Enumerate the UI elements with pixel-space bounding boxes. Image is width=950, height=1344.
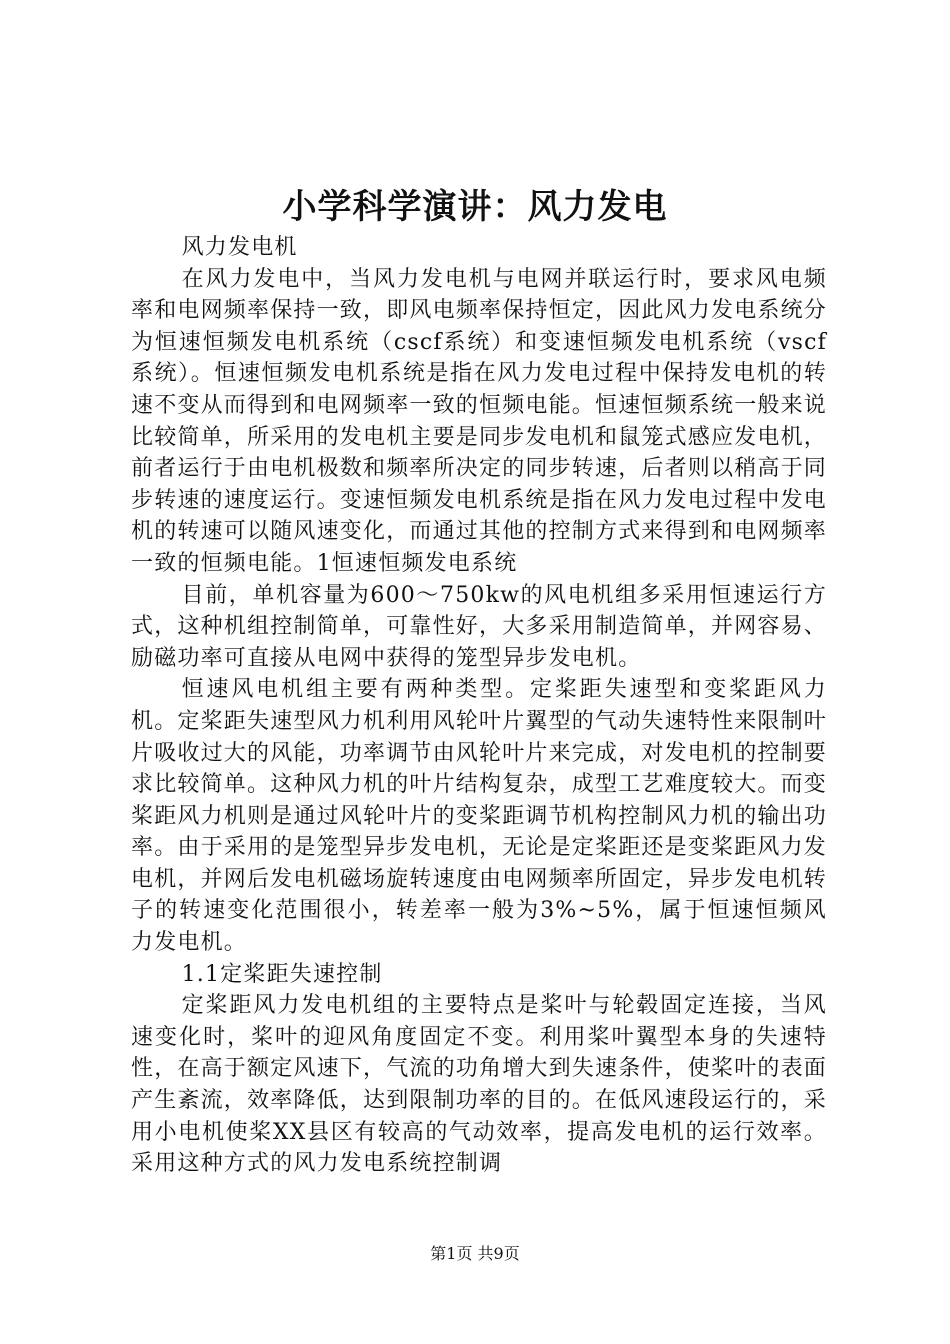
page-footer: 第1页 共9页	[430, 1244, 520, 1263]
section-heading: 1.1定桨距失速控制	[181, 961, 383, 987]
page-title: 小学科学演讲：风力发电	[282, 187, 668, 227]
paragraph-heading: 风力发电机	[181, 235, 298, 260]
paragraph: 在风力发电中，当风力发电机与电网并联运行时，要求风电频率和电网频率保持一致，即风电频率保持恒定，因此风力发电系统分为恒速恒频发电机系统（cscf系统）和变速恒频发电机系统（vscf系统）。恒速恒频发电机系统是指在风力发电过程中保持发电机的转速不变从而得到和电网频率一致的恒频电能。恒速恒频系统一般来说比较简单，所采用的发电机主要是同步发电机和鼠笼式感应发电机，前者运行于由电机极数和频率所决定的同步转速，后者则以稍高于同步转速的速度运行。变速恒频发电机系统是指在风力发电过程中发电机的转速可以随风速变化，而通过其他的控制方式来得到和电网频率一致的恒频电能。1恒速恒频发电系统	[131, 266, 828, 576]
paragraph: 目前，单机容量为600～750kw的风电机组多采用恒速运行方式，这种机组控制简单，可靠性好，大多采用制造简单，并网容易、励磁功率可直接从电网中获得的笼型异步发电机。	[131, 582, 828, 671]
paragraph: 定桨距风力发电机组的主要特点是桨叶与轮毂固定连接，当风速变化时，桨叶的迎风角度固定不变。利用桨叶翼型本身的失速特性，在高于额定风速下，气流的功角增大到失速条件，使桨叶的表面产生紊流，效率降低，达到限制功率的目的。在低风速段运行的，采用小电机使桨XX县区有较高的气动效率，提高发电机的运行效率。采用这种方式的风力发电系统控制调	[131, 993, 828, 1177]
document-body	[131, 232, 827, 1180]
paragraph: 恒速风电机组主要有两种类型。定桨距失速型和变桨距风力机。定桨距失速型风力机利用风轮叶片翼型的气动失速特性来限制叶片吸收过大的风能，功率调节由风轮叶片来完成，对发电机的控制要求比较简单。这种风力机的叶片结构复杂，成型工艺难度较大。而变桨距风力机则是通过风轮叶片的变桨距调节机构控制风力机的输出功率。由于采用的是笼型异步发电机，无论是定桨距还是变桨距风力发电机，并网后发电机磁场旋转速度由电网频率所固定，异步发电机转子的转速变化范围很小，转差率一般为3%~5%，属于恒速恒频风力发电机。	[131, 677, 828, 956]
